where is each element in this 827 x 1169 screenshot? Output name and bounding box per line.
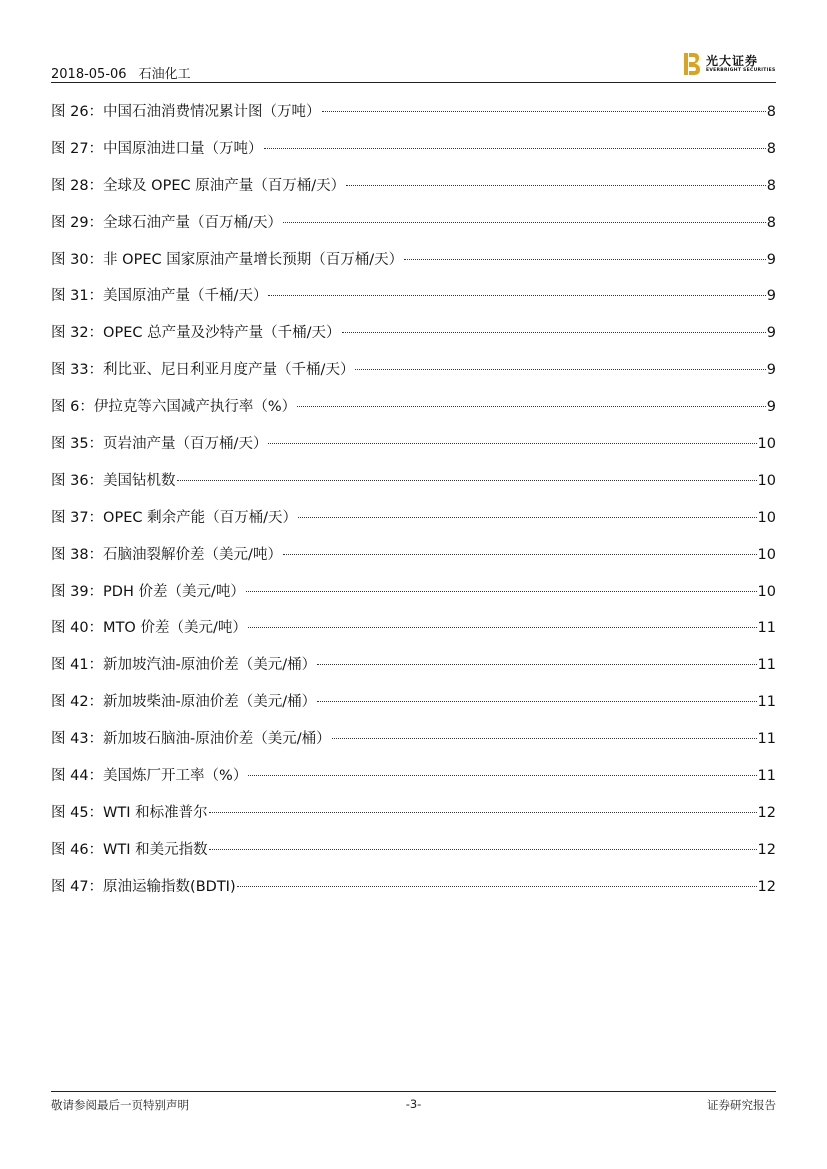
toc-entry-title: 图 46：WTI 和美元指数: [51, 841, 208, 858]
disclaimer-note: 敬请参阅最后一页特别声明: [51, 1098, 189, 1112]
toc-entry-title: 图 43：新加坡石脑油-原油价差（美元/桶）: [51, 731, 331, 748]
toc-entry[interactable]: [51, 692, 776, 729]
dot-leader: [332, 738, 757, 739]
toc-entry-page: 10: [757, 583, 776, 600]
toc-entry[interactable]: [51, 139, 776, 176]
toc-entry-page: 8: [766, 177, 776, 194]
sector-label: 石油化工: [138, 67, 191, 82]
toc-entry-page: 12: [757, 841, 776, 858]
toc-entry-page: 8: [766, 140, 776, 157]
toc-entry[interactable]: [51, 655, 776, 692]
dot-leader: [404, 259, 766, 260]
dot-leader: [317, 701, 756, 702]
toc-entry[interactable]: [51, 434, 776, 471]
toc-entry-title: 图 37：OPEC 剩余产能（百万桶/天）: [51, 509, 297, 526]
figure-list: [51, 102, 776, 914]
report-date: 2018-05-06: [51, 67, 127, 82]
toc-entry[interactable]: [51, 618, 776, 655]
toc-entry[interactable]: [51, 877, 776, 914]
dot-leader: [209, 849, 757, 850]
toc-entry-page: 11: [757, 620, 776, 637]
footer-divider: [51, 1091, 776, 1092]
toc-entry-title: 图 31：美国原油产量（千桶/天）: [51, 288, 268, 305]
toc-entry[interactable]: [51, 360, 776, 397]
page-number: -3-: [405, 1097, 422, 1111]
toc-entry-title: 图 29：全球石油产量（百万桶/天）: [51, 214, 282, 231]
toc-entry[interactable]: [51, 213, 776, 250]
toc-entry[interactable]: [51, 102, 776, 139]
everbright-logo-icon: [684, 53, 700, 75]
toc-entry-page: 9: [766, 251, 776, 268]
header-divider: [51, 82, 776, 83]
toc-entry-title: 图 40：MTO 价差（美元/吨）: [51, 620, 247, 637]
report-type: 证券研究报告: [707, 1098, 776, 1112]
toc-entry[interactable]: [51, 766, 776, 803]
header-info: [51, 63, 191, 82]
toc-entry[interactable]: [51, 840, 776, 877]
toc-entry-page: 9: [766, 288, 776, 305]
toc-entry-page: 11: [757, 694, 776, 711]
toc-entry-title: 图 44：美国炼厂开工率（%）: [51, 768, 248, 785]
page-header: [51, 50, 776, 82]
toc-entry-page: 9: [766, 399, 776, 416]
toc-entry-page: 10: [757, 509, 776, 526]
dot-leader: [246, 591, 757, 592]
toc-entry-page: 10: [757, 436, 776, 453]
toc-entry-page: 10: [757, 546, 776, 563]
company-logo: [684, 53, 776, 79]
toc-entry-title: 图 36：美国钻机数: [51, 472, 176, 489]
dot-leader: [248, 627, 757, 628]
toc-entry-page: 9: [766, 325, 776, 342]
toc-entry[interactable]: [51, 582, 776, 619]
toc-entry-title: 图 35：页岩油产量（百万桶/天）: [51, 436, 268, 453]
toc-entry[interactable]: [51, 545, 776, 582]
toc-entry-page: 10: [757, 472, 776, 489]
toc-entry-page: 12: [757, 878, 776, 895]
toc-entry-title: 图 32：OPEC 总产量及沙特产量（千桶/天）: [51, 325, 341, 342]
toc-entry-title: 图 41：新加坡汽油-原油价差（美元/桶）: [51, 657, 317, 674]
dot-leader: [248, 775, 756, 776]
toc-entry-title: 图 6：伊拉克等六国减产执行率（%）: [51, 399, 297, 416]
toc-entry-page: 11: [757, 731, 776, 748]
dot-leader: [342, 332, 766, 333]
dot-leader: [268, 443, 756, 444]
dot-leader: [297, 406, 766, 407]
dot-leader: [177, 480, 757, 481]
toc-entry-title: 图 26：中国石油消费情况累计图（万吨）: [51, 104, 321, 120]
toc-entry[interactable]: [51, 176, 776, 213]
dot-leader: [283, 554, 757, 555]
dot-leader: [237, 886, 757, 887]
dot-leader: [209, 812, 757, 813]
toc-entry-title: 图 33：利比亚、尼日利亚月度产量（千桶/天）: [51, 362, 355, 379]
toc-entry[interactable]: [51, 803, 776, 840]
toc-entry-title: 图 42：新加坡柴油-原油价差（美元/桶）: [51, 694, 317, 711]
toc-entry-page: 9: [766, 362, 776, 379]
toc-entry-page: 11: [757, 657, 776, 674]
dot-leader: [355, 369, 765, 370]
dot-leader: [268, 295, 765, 296]
toc-entry-title: 图 30：非 OPEC 国家原油产量增长预期（百万桶/天）: [51, 251, 404, 268]
logo-chinese-name: 光大证券: [706, 54, 759, 68]
toc-entry-page: 11: [757, 768, 776, 785]
dot-leader: [317, 664, 756, 665]
toc-entry-title: 图 39：PDH 价差（美元/吨）: [51, 583, 245, 600]
toc-entry-title: 图 45：WTI 和标准普尔: [51, 804, 208, 821]
toc-entry-title: 图 47：原油运输指数(BDTI): [51, 878, 236, 895]
toc-entry[interactable]: [51, 286, 776, 323]
toc-entry-page: 12: [757, 804, 776, 821]
dot-leader: [283, 222, 766, 223]
toc-entry-title: 图 38：石脑油裂解价差（美元/吨）: [51, 546, 282, 563]
toc-entry-page: 8: [766, 104, 776, 120]
toc-entry-title: 图 28：全球及 OPEC 原油产量（百万桶/天）: [51, 177, 346, 194]
toc-entry[interactable]: [51, 508, 776, 545]
dot-leader: [346, 185, 766, 186]
toc-entry-page: 8: [766, 214, 776, 231]
logo-english-name: EVERBRIGHT SECURITIES: [706, 68, 776, 73]
toc-entry[interactable]: [51, 471, 776, 508]
toc-entry[interactable]: [51, 250, 776, 287]
page-footer: [51, 1097, 776, 1115]
dot-leader: [298, 517, 757, 518]
toc-entry[interactable]: [51, 323, 776, 360]
toc-entry[interactable]: [51, 397, 776, 434]
dot-leader: [322, 111, 766, 112]
dot-leader: [264, 148, 766, 149]
toc-entry-title: 图 27：中国原油进口量（万吨）: [51, 140, 263, 157]
toc-entry[interactable]: [51, 729, 776, 766]
